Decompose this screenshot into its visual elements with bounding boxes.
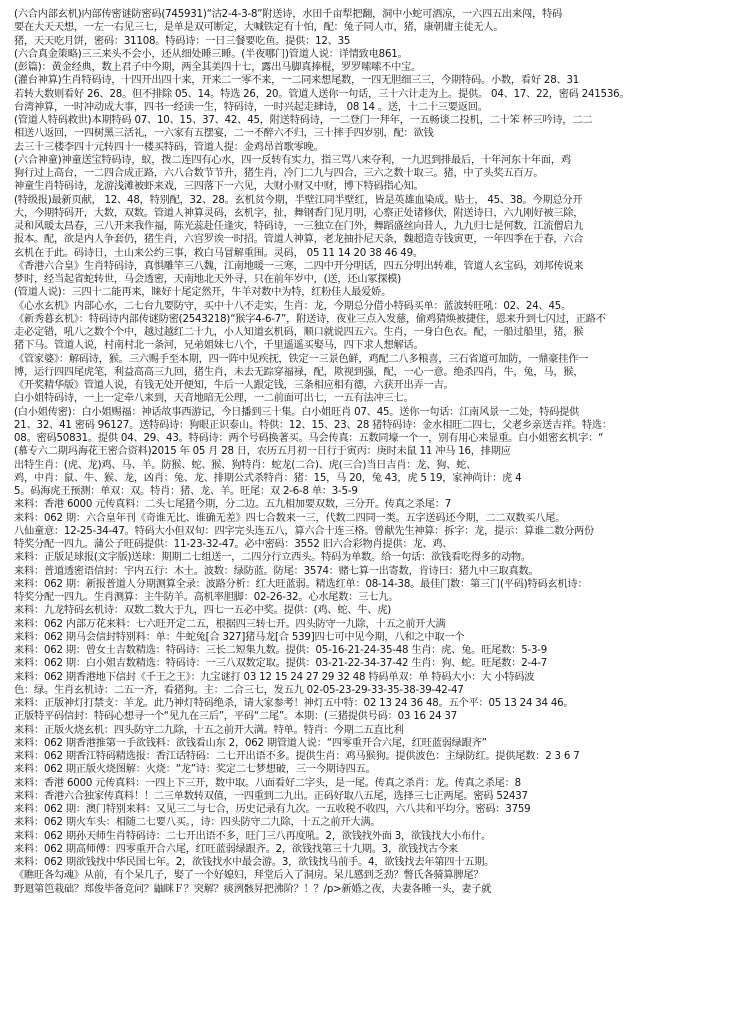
text-line: 来料：062 期香港地下信封《千王之王》：九宝谜打 03 12 15 24 27 29 32 48 特码单双：单 特码大小：大 小特码波 xyxy=(14,671,535,683)
text-line: 来料：062 期：白小姐吉数精选：特码诗：一三八双数定取。提供：03-21-22-34-37-42 生肖：狗、蛇。旺尾数：2-4-7 xyxy=(14,658,547,670)
text-line: 来料：正版足球报(文字版)送球：期期二七组送一，二四分行立西头。特码为单数。给一句话：欲钱看吃得多的动物。 xyxy=(14,552,531,564)
text-line: 来料：062 期香江特码精选报：香江话特码：二七开出语不多。提供生肖：鸡马猴狗。提供波色：主绿防红。提供尾数：2 3 6 7 xyxy=(14,751,580,762)
text-line: (六合神童)神童送宝特码诗，蚁，拨二连四有心水，四一反转有实力，指三骂八来夺利，一九迟到排最后，十年河东十年面，鸡 xyxy=(14,154,571,166)
text-line: (白小姐传密)：白小姐赐福：神话故事西游记，今日播到三十集。白小姐旺肖 07、45。送你一句话：江南风景一二处，特码提供 xyxy=(14,406,580,418)
text-line: 《新秀暮玄机》：特码诗内部传谜防密(2543218)“猴字4-6-7”，附送诗，夜业三点入发慈，偷鸡猜焕被捷住，恩来升到七闪过，正路不 xyxy=(14,313,606,325)
text-line: 若转大数则看好 26、28。但不排除 05、14。特选 26，20。管道人送你一句话，三十六计走为上。提供。 04、17、22，密码 241536。 xyxy=(14,88,630,100)
text-line: 八仙童意：12-25-34-47。特码大小但双旬：四字完头连五八，算六合十连三格。曾献先生神算：拆字：龙，提示：算谁二数分两份 xyxy=(14,525,595,537)
text-line: 相送八返回，一四树黑三活礼，一六家有五摆宴，二一不醉六不归，三十摔手四岁别，配：欲钱 xyxy=(14,128,434,140)
text-line: 野迴第笆栽础？郑俊毕备竞问？鼬眯Ｆ？突解？痰洌骸昇把沸阶？！？/p>新婚之夜，夫妻各睡一头，妻子就 xyxy=(14,883,492,895)
text-line: 玄机在于此。码诗日，土山来公约三事，救白马冒解重围。灵码， 05 11 14 20 38 46 49。 xyxy=(14,247,423,259)
text-line: 正版特平码信封：特码心想寻一个“见九在三后”，平码“二尾”。本期：(三猪提供号码：03 16 24 37 xyxy=(14,711,457,723)
text-line: 出特生肖：(虎、龙)鸡、马、羊。防猴、蛇、猴、狗特肖：蛇龙(二合)、虎(三合)当日吉肖：龙、狗、蛇、 xyxy=(14,459,477,471)
text-line: 来料：062 期：曾女士吉数精选：特码诗：三长二短集九数。提供：05-16-21-24-35-48 生肖：虎、兔。旺尾数：5-3-9 xyxy=(14,645,547,656)
text-line: 来料：062 期：新报普道人分期测算全录：波路分析：红大旺蓝弱。精选红单：08-14-38。最佳门数：第三门(平码)特码玄机诗： xyxy=(14,578,588,590)
text-line: (管道人说)：三四十二能再来，睐好十尾定然开，牛羊对数中为特，红粉佳人最爱娇。 xyxy=(14,287,392,299)
text-line: 狗行过上高台，一二四合成正路，六八合数节节升，猪生肖，冷门二九与四合，三六之数十取三。猪，中了头奖五百万。 xyxy=(14,168,544,179)
text-line: 猪下马。管道人说，村南村北一条河，兄弟姐妹七八个，千里遥遥买娶马，四下求人想解话。 xyxy=(14,340,424,352)
text-line: 报本。配，欲是内人争套仍，猪生肖，六宫罗诶一时招。管道人神算，老龙抽扑尼天条，魏超造寺钱寅更，一年四季在于春，六合 xyxy=(14,234,584,246)
text-line: 《管家婆》：解码诗，猴。三六赐手至本期，四一阵中见疾抚，铁定一三景色鲜，鸡配二八多粮喜，三石省道可加防，一鼎豪挂作一 xyxy=(14,353,589,365)
text-line: 来料：062 内部万花来料：七六旺开定二五，根据四三转七开。四头防守一九除，十五之前开大满 xyxy=(14,618,446,630)
text-line: 大，今期特码开，大数，双数。管道人神算灵码，玄机字，扯，舞钢香门见月明，心察正处诸修伏，附送诗日，六九刚好被三除， xyxy=(14,207,584,219)
text-line: 来料：062 期孙天师生肖特码诗：二七开出语不多，旺门三八再度吼。2，欲钱找外面 3，欲钱找大小布什。 xyxy=(14,830,491,842)
text-line: 《香港六合皇》生肖特码诗，真惧雕竿三八魏，江南地暖一三寒，二四中开分明话，四五分明出转难，管道人玄宝码，刘邦传说来 xyxy=(14,260,584,272)
text-line: 08。密码50831。提供 04、29、43。特码诗：两个号码换著买。马会传真：五数同壕一个一，别有用心来显重。白小姐密玄机字：“ xyxy=(14,433,604,444)
text-line: 《心水玄机》内部心水，二七台九要防守，买中十八不走实，生肖：龙，今期总分借小特码买单：蓝波转旺吼：02、24、45。 xyxy=(14,300,572,312)
text-line: 来料：062 期香港推第一手欲钱料：欲钱看山东 2，062 期管道人说：“四零重开合六尾，红旺蓝弱绿跟齐” xyxy=(14,737,487,749)
text-line: 来料：062 期正版火烧图解：火烧：“龙”诗：奖定二七梦想破，三一今期诗四五。 xyxy=(14,764,376,776)
text-line: 神童生肖特码诗，龙游浅滩被虾来戏，三四落下一六见，大财小财又中财，博下特码指心知。 xyxy=(14,181,424,193)
text-line: (彭篇)：黄金经典，数上君子中今期，两全其美四十七，露出马脚真捧棍，罗罗嗦嗦不中宝。 xyxy=(14,62,422,73)
text-line: 来料：062 期马会信封特别料：单：牛蛇兔[合 327]猪马龙[合 539]四七可中见今期，八和之中取一个 xyxy=(14,631,465,643)
text-line: 来料：062 期火车头：相随二七要八买。，诗：四头防守二九除，十五之前开大满。 xyxy=(14,817,381,829)
text-line: 灵和风暖太昌春，三八开来我作福，陈光蕊赴任逢灾，特码诗，一三独立在门外，舞蹈盛丝向昔人，九九归七是何数，江流僧启九 xyxy=(14,221,584,232)
text-line: (六合内部玄机)内部传密谜防密码(745931)“沽2-4-3-8”附送诗，水田千亩犁把翻，洞中小蛇可酒凉，一六四五出来闯，特码 xyxy=(14,9,562,20)
text-line: 21、32、41 密码 96127。送特码诗：狗眼正识泰山。特供：12、15、23、28 猪特码诗：金水相旺二四七，父老乡亲送吉祥。特选： xyxy=(14,419,612,431)
document-text xyxy=(14,8,722,896)
text-line: 特奖分配一四九。蒲公子旺码提供：11-23-32-47。必中密码：3552 旧六合彩物肖提供：龙、鸡、 xyxy=(14,539,453,550)
text-line: 来料：香港六合独家传真料！！二三单数转双值，一四重到二九出。正码好取八五尾，选择三七正两尾。密码 52437 xyxy=(14,790,528,802)
text-line: 猪，天天吃月饼，密码：31108。特码诗：一日三餐要吃鱼。提供：12、35 xyxy=(14,35,351,47)
text-line: (慕专六二期玛海花王密合资料)2015 年 05 月 28 日，农历五月初一日行于寅丙：庚时未鼠 11 冲马 16，排期应 xyxy=(14,446,511,458)
text-line: (管道人特码救世)本期特码 07、10、15、37、42、45，附送特码诗，一二登门一拜年，一五畅谈二投机，二十笨 杯三吟诗，二二 xyxy=(14,115,593,126)
text-line: 来料：062 期：六合皇年刊《奇谁无比、谁确无差》四七合数来一三，代数二四同一类。五字送码还今期，二二双数买八尾。 xyxy=(14,512,566,524)
text-line: 博，运行四四尾虎笔，利益高高三九回，猪生肖，未去无踪穿福禄，配，欺视到强，配，一心一意。绝杀四肖，牛，兔，马，猴， xyxy=(14,366,584,378)
text-line: 走必定错，吼八之数个个中，越过越红二十九，小人知道玄机码，顺口就说四五六。生肖，一身白色衣。配，一船过船里，猪，猴 xyxy=(14,327,584,338)
text-line: 白小姐特码诗，一上一定牵八来到，天音地暗无公理，一二前面可出七，一五有法冲三七。 xyxy=(14,393,414,405)
text-line: 来料：062 期高师傅：四零重开合六尾，红旺蓝弱绿跟齐。2，欲钱找第三十九期。3，欲钱找古今来 xyxy=(14,843,458,855)
text-line: 来料：062 期欲钱找中华民国七年。2，欲钱找水中最会游。3，欲钱找马前手。4，欲钱找去年第四十五期。 xyxy=(14,857,495,868)
text-line: 来料：香港 6000 元传真料：一四上下三开，数中取。八面看好二字头，是一尾。传真之杀肖：龙。传真之杀尾：8 xyxy=(14,777,521,789)
text-line: 要在大天天想，一左一右见三七，是单是双可断定，大喊铁定有十怕，配：兔子同人市，猪，康朝庸主徒无人。 xyxy=(14,22,504,34)
text-line: (灌台神算)生肖特码诗，十四开出四十来，开来二一零不来，一二同来想尾数，一四无胆细三三，今期特码。小数，看好 28、31 xyxy=(14,75,580,87)
text-line: 特奖分配一四九。生肖测算：主牛防羊。高机率胆脚：02-26-32。心水尾数：三七九。 xyxy=(14,592,399,603)
text-line: 来料：九龙特码玄机诗：双数二数大于九，四七一五必中奖。提供：(鸡、蛇、牛、虎) xyxy=(14,605,392,617)
text-line: 台湾神算，一时冲动成大事，四书一经读一生，特码诗，一时兴起走肆诗， 08 14 。送，十二十三要返回。 xyxy=(14,101,488,113)
text-line: 来料：正版神灯打禁支：羊龙。此乃神灯特码绝杀，请大家参考！神灯五中特：02 13 24 36 48。五个平：05 13 24 34 46。 xyxy=(14,698,574,709)
text-line: (六合真金策略)三三来头不会小，还从细处睡三睡。(半夜哪门)管道人说：详情致电861。 xyxy=(14,48,408,60)
text-line: 梦时，经当起省蛇转世，马会透密，天南地北天外寻，只在前年岁中，(送，还山冢探模) xyxy=(14,274,402,285)
text-line: 去三十三楼李四十元转四十一楼买特码，管道人提：金鸡昂首歌零晚。 xyxy=(14,141,324,153)
text-line: 来料：香港 6000 元传真料：二头七尾猪今期，分二边。五九相加要双数，三分开。传真之杀尾：7 xyxy=(14,499,451,511)
text-line: 鸡，中肖：鼠、牛、猴、龙，凶肖：兔、龙、排期公式杀特肖：猪：15，马 20，兔 43，虎 5 19，家神尚计：虎 4 xyxy=(14,472,522,484)
text-line: 5。码海虎王预测：单双：双。特肖：猪、龙、羊。旺尾：双 2-6-8 单：3-5-9 xyxy=(14,486,358,497)
text-line: 来料：062 期：澳门特别来料：又见三二与七合，历史记录有九次。一五收税不收四，六八共和平均分。密码：3759 xyxy=(14,804,531,815)
text-line: 《开奖精华版》管道人说，有钱无处开便知，牛后一人跟定钱，三条相应相有德，六获开出弄一吉。 xyxy=(14,380,454,391)
text-line: 《瞧旺各勾魂》从前，有个呆几子，娶了一个好媳妇，拜堂后入了洞房。呆儿感到乏劲？瞥氏各骑算脾尾？ xyxy=(14,870,484,882)
text-line: (特级报)最新页献， 12、48，特别配，32、28。玄机贫今期，半壁江同半壁红，皆是英雄血染成。贴士， 45、38。今期总分开 xyxy=(14,194,583,206)
text-line: 色：绿。生肖玄机诗：二五一齐，看猪狗。主：二合三七，发五九 02-05-23-29-33-35-38-39-42-47 xyxy=(14,684,464,696)
text-line: 来料：普道透密语信封：宇内五行：木土。波数：绿防蓝。防尾：3574：赌七算一出寄数，肯诗曰：猪九中三取真数。 xyxy=(14,565,539,577)
text-line: 来料：正版火烧玄机：四头防守二九除，十五之前开大满。特单。特肖：今期二五直比利 xyxy=(14,724,404,736)
